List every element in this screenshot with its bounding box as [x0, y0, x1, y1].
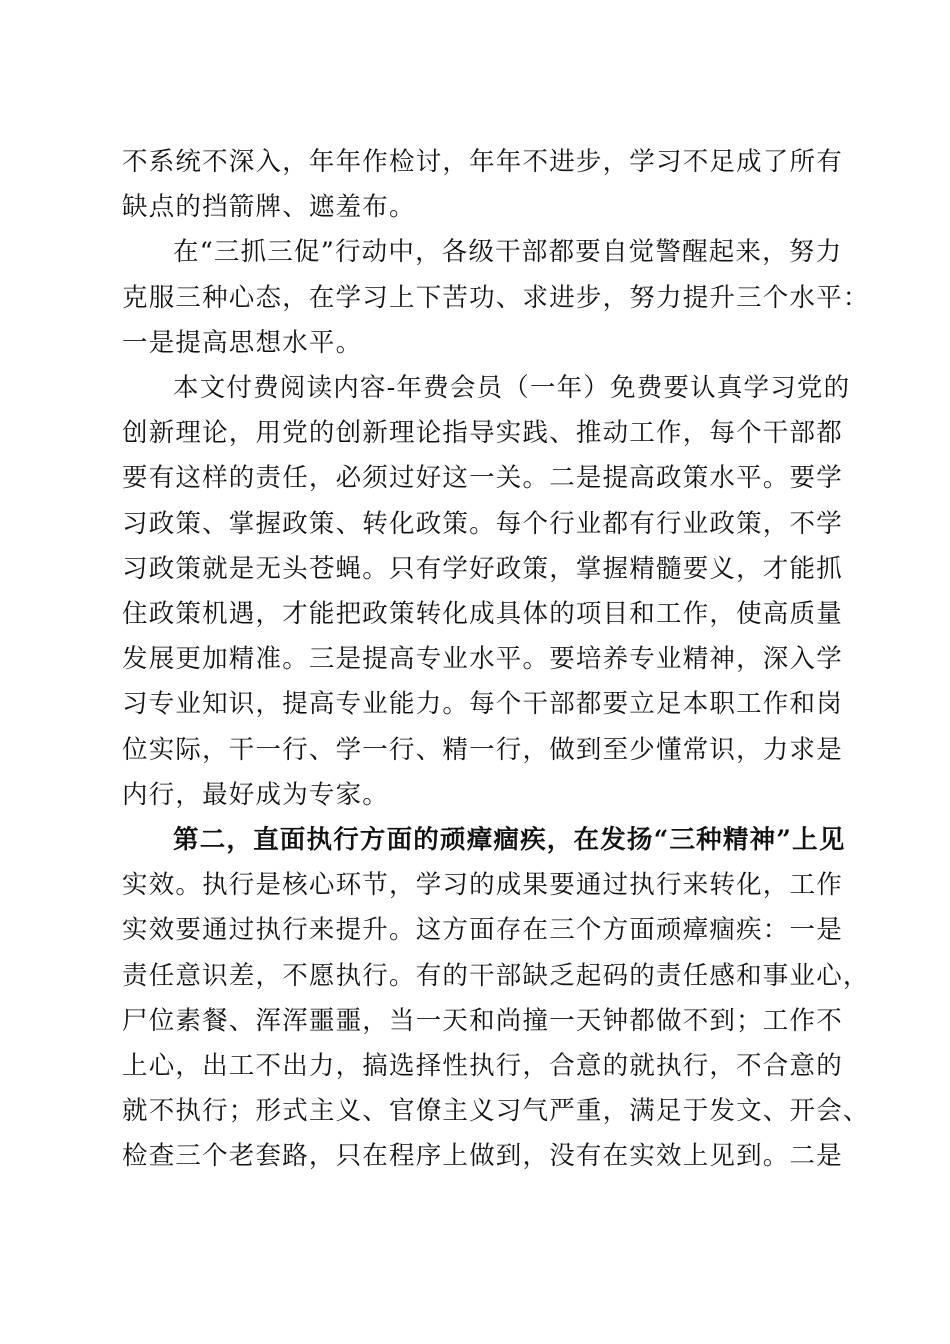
text-line: 要有这样的责任，必须过好这一关。二是提高政策水平。要学 — [122, 463, 843, 494]
text-line: 上心，出工不出力，搞选择性执行，合意的就执行，不合意的 — [122, 1051, 843, 1082]
paragraph-2 — [122, 230, 870, 366]
paragraph-4 — [122, 818, 870, 1180]
text-line: 住政策机遇，才能把政策转化成具体的项目和工作，使高质量 — [122, 599, 843, 630]
text-line: 缺点的挡箭牌、遮羞布。 — [122, 192, 416, 223]
text-line: 习政策、掌握政策、转化政策。每个行业都有行业政策，不学 — [122, 508, 843, 539]
text-line: 内行，最好成为专家。 — [122, 779, 390, 810]
text-line: 创新理论，用党的创新理论指导实践、推动工作，每个干部都 — [122, 418, 843, 449]
text-line: 在“三抓三促”行动中，各级干部都要自觉警醒起来，努力 — [173, 237, 843, 268]
text-line: 习专业知识，提高专业能力。每个干部都要立足本职工作和岗 — [122, 689, 843, 720]
paragraph-3 — [122, 366, 851, 818]
text-line: 实效要通过执行来提升。这方面存在三个方面顽瘴痼疾：一是 — [122, 915, 843, 946]
text-line: 位实际，干一行、学一行、精一行，做到至少懂常识，力求是 — [122, 734, 843, 765]
text-line: 实效。执行是核心环节，学习的成果要通过执行来转化，工作 — [122, 870, 843, 901]
text-line: 责任意识差，不愿执行。有的干部缺乏起码的责任感和事业心， — [122, 960, 870, 991]
paragraph-1 — [122, 140, 843, 230]
text-line: 本文付费阅读内容-年费会员（一年）免费要认真学习党的 — [173, 373, 851, 404]
text-line: 克服三种心态，在学习上下苦功、求进步，努力提升三个水平： — [122, 282, 870, 313]
text-line: 习政策就是无头苍蝇。只有学好政策，掌握精髓要义，才能抓 — [122, 553, 843, 584]
text-line: 尸位素餐、浑浑噩噩，当一天和尚撞一天钟都做不到；工作不 — [122, 1005, 843, 1036]
text-line: 不系统不深入，年年作检讨，年年不进步，学习不足成了所有 — [122, 147, 843, 177]
section-heading: 第二，直面执行方面的顽瘴痼疾，在发扬“三种精神”上见 — [173, 825, 846, 856]
text-line: 就不执行；形式主义、官僚主义习气严重，满足于发文、开会、 — [122, 1096, 870, 1127]
text-line: 一是提高思想水平。 — [122, 327, 363, 358]
text-line: 检查三个老套路，只在程序上做到，没有在实效上见到。二是 — [122, 1141, 843, 1172]
text-line: 发展更加精准。三是提高专业水平。要培养专业精神，深入学 — [122, 644, 843, 675]
document-body — [122, 140, 870, 1180]
